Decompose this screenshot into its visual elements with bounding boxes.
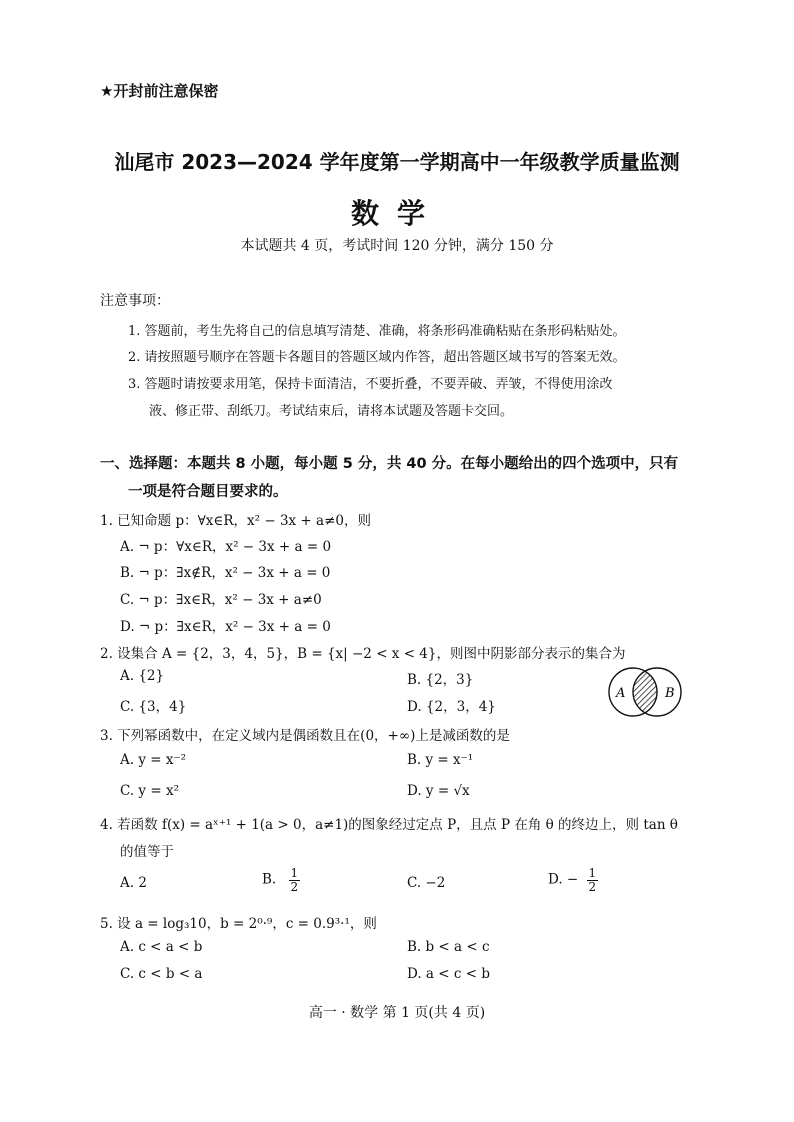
confidential-label: ★开封前注意保密 (100, 82, 219, 100)
q1-option-a: A. ¬ p：∀x∈R，x² − 3x + a = 0 (120, 539, 332, 555)
q1-option-b: B. ¬ p：∃x∉R，x² − 3x + a = 0 (120, 565, 331, 581)
venn-label-b: B (665, 686, 675, 701)
q4-option-c: C. −2 (407, 875, 446, 891)
q2-stem: 2. 设集合 A = {2，3，4，5}，B = {x| −2 < x < 4}，则图中阴影部分表示的集合为 (100, 646, 626, 662)
q3-option-b: B. y = x⁻¹ (407, 752, 474, 768)
section-heading-cont: 一项是符合题目要求的。 (128, 484, 288, 500)
page-footer: 高一 · 数学 第 1 页(共 4 页) (308, 1005, 486, 1021)
q4-option-b (262, 867, 300, 893)
q5-option-a: A. c < a < b (120, 939, 203, 955)
notice-item-3: 3. 答题时请按要求用笔，保持卡面清洁，不要折叠，不要弄破、弄皱，不得使用涂改 (128, 377, 613, 392)
q4-option-b-fraction (289, 867, 301, 893)
q1-option-d: D. ¬ p：∃x∈R，x² − 3x + a = 0 (120, 619, 331, 635)
q4-option-b-label: B. (262, 871, 277, 888)
q4-option-d-denominator: 2 (588, 879, 597, 894)
q3-option-d: D. y = √x (407, 783, 470, 799)
q4-option-d (548, 867, 598, 893)
q1-stem: 1. 已知命题 p：∀x∈R，x² − 3x + a≠0，则 (100, 513, 371, 529)
notice-item-1: 1. 答题前，考生先将自己的信息填写清楚、准确，将条形码准确粘贴在条形码粘贴处。 (128, 324, 626, 339)
q4-option-a: A. 2 (120, 875, 147, 891)
notice-item-3-cont: 液、修正带、刮纸刀。考试结束后，请将本试题及答题卡交回。 (149, 404, 514, 419)
q4-option-d-label: D. − (548, 871, 579, 888)
q3-option-c: C. y = x² (120, 783, 179, 799)
q5-option-d: D. a < c < b (407, 966, 490, 982)
q5-stem: 5. 设 a = log₃10，b = 2⁰·⁹，c = 0.9³·¹，则 (100, 916, 377, 932)
q2-option-d: D. {2，3，4} (407, 699, 496, 715)
q4-option-b-denominator: 2 (290, 879, 299, 894)
q2-option-a: A. {2} (120, 668, 165, 684)
q1-option-c: C. ¬ p：∃x∈R，x² − 3x + a≠0 (120, 592, 322, 608)
subject-title: 数学 (350, 197, 443, 230)
section-heading: 一、选择题：本题共 8 小题，每小题 5 分，共 40 分。在每小题给出的四个选项中，只有 (100, 456, 679, 472)
q5-option-c: C. c < b < a (120, 966, 203, 982)
q4-stem: 4. 若函数 f(x) = aˣ⁺¹ + 1(a > 0，a≠1)的图象经过定点 P，且点 P 在角 θ 的终边上，则 tan θ (100, 817, 678, 833)
q5-option-b: B. b < a < c (407, 939, 490, 955)
q4-option-d-fraction (587, 867, 599, 893)
q4-stem-cont: 的值等于 (120, 844, 174, 860)
notice-item-2: 2. 请按照题号顺序在答题卡各题目的答题区域内作答，超出答题区域书写的答案无效。 (128, 350, 626, 365)
q4-option-b-numerator: 1 (290, 866, 299, 880)
exam-info: 本试题共 4 页，考试时间 120 分钟，满分 150 分 (240, 238, 554, 254)
venn-label-a: A (616, 686, 626, 701)
q4-option-d-numerator: 1 (588, 866, 597, 880)
q2-option-c: C. {3，4} (120, 699, 187, 715)
q2-option-b: B. {2，3} (407, 672, 474, 688)
q3-option-a: A. y = x⁻² (120, 752, 187, 768)
q3-stem: 3. 下列幂函数中，在定义域内是偶函数且在(0，+∞)上是减函数的是 (100, 728, 510, 744)
notice-heading: 注意事项： (100, 293, 170, 309)
venn-diagram (604, 664, 686, 720)
exam-title: 汕尾市 2023—2024 学年度第一学期高中一年级教学质量监测 (114, 150, 680, 174)
